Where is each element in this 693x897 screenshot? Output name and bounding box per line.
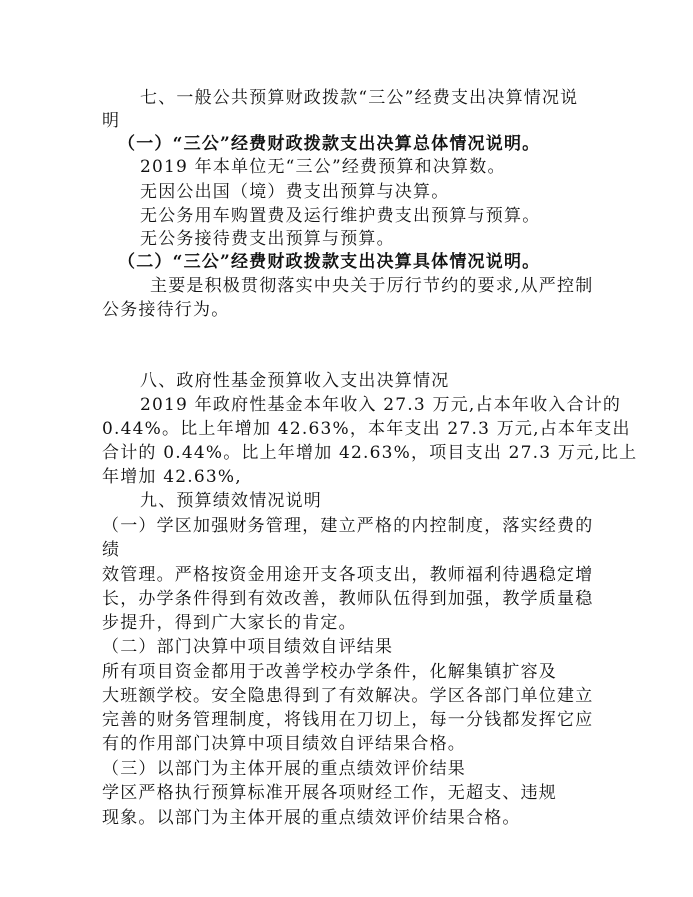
section7-sub1-paragraph: 无公务用车购置费及运行维护费支出预算与预算。 (140, 206, 541, 226)
section9-sub3-paragraph: 学区严格执行预算标准开展各项财经工作，无超支、违规 (102, 783, 557, 803)
section7-sub1-paragraph: 无因公出国（境）费支出预算与决算。 (140, 182, 450, 202)
section7-sub2-heading: （二）“三公”经费财政拨款支出决算具体情况说明。 (118, 252, 541, 272)
section7-title: 七、一般公共预算财政拨款“三公”经费支出决算情况说 (140, 88, 579, 108)
section9-sub1-paragraph: 长，办学条件得到有效改善，教师队伍得到加强，教学质量稳 (102, 589, 594, 609)
section9-sub3-heading: （三）以部门为主体开展的重点绩效评价结果 (102, 759, 466, 779)
section9-sub3-paragraph: 现象。以部门为主体开展的重点绩效评价结果合格。 (102, 808, 521, 828)
section7-sub2-paragraph: 主要是积极贯彻落实中央关于厉行节约的要求,从严控制 (150, 276, 594, 296)
section9-sub1-paragraph: 效管理。严格按资金用途开支各项支出，教师福利待遇稳定增 (102, 565, 594, 585)
section7-title-cont: 明 (102, 111, 121, 131)
section9-sub2-paragraph: 大班额学校。安全隐患得到了有效解决。学区各部门单位建立 (102, 686, 594, 706)
section7-sub1-heading: （一）“三公”经费财政拨款支出决算总体情况说明。 (118, 134, 541, 154)
section9-sub2-paragraph: 有的作用部门决算中项目绩效自评结果合格。 (102, 734, 466, 754)
section7-sub1-paragraph: 2019 年本单位无“三公”经费预算和决算数。 (140, 157, 506, 177)
section8-paragraph: 0.44%。比上年增加 42.63%，本年支出 27.3 万元,占本年支出 (102, 419, 631, 439)
section9-sub2-paragraph: 完善的财务管理制度，将钱用在刀切上，每一分钱都发挥它应 (102, 710, 594, 730)
section9-sub1-paragraph: 步提升，得到广大家长的肯定。 (102, 613, 357, 633)
section8-paragraph: 2019 年政府性基金本年收入 27.3 万元,占本年收入合计的 (140, 395, 622, 415)
section8-title: 八、政府性基金预算收入支出决算情况 (140, 371, 450, 391)
section9-title: 九、预算绩效情况说明 (140, 491, 322, 511)
section9-sub2-heading: （二）部门决算中项目绩效自评结果 (102, 637, 394, 657)
section9-sub2-paragraph: 所有项目资金都用于改善学校办学条件，化解集镇扩容及 (102, 662, 557, 682)
section9-sub1-paragraph: （一）学区加强财务管理，建立严格的内控制度，落实经费的 (102, 516, 594, 536)
section7-sub1-paragraph: 无公务接待费支出预算与预算。 (140, 229, 395, 249)
section8-paragraph: 年增加 42.63%, (102, 467, 242, 487)
section9-sub1-paragraph: 绩 (102, 540, 121, 560)
section8-paragraph: 合计的 0.44%。比上年增加 42.63%，项目支出 27.3 万元,比上 (102, 443, 638, 463)
section7-sub2-paragraph: 公务接待行为。 (102, 300, 230, 320)
